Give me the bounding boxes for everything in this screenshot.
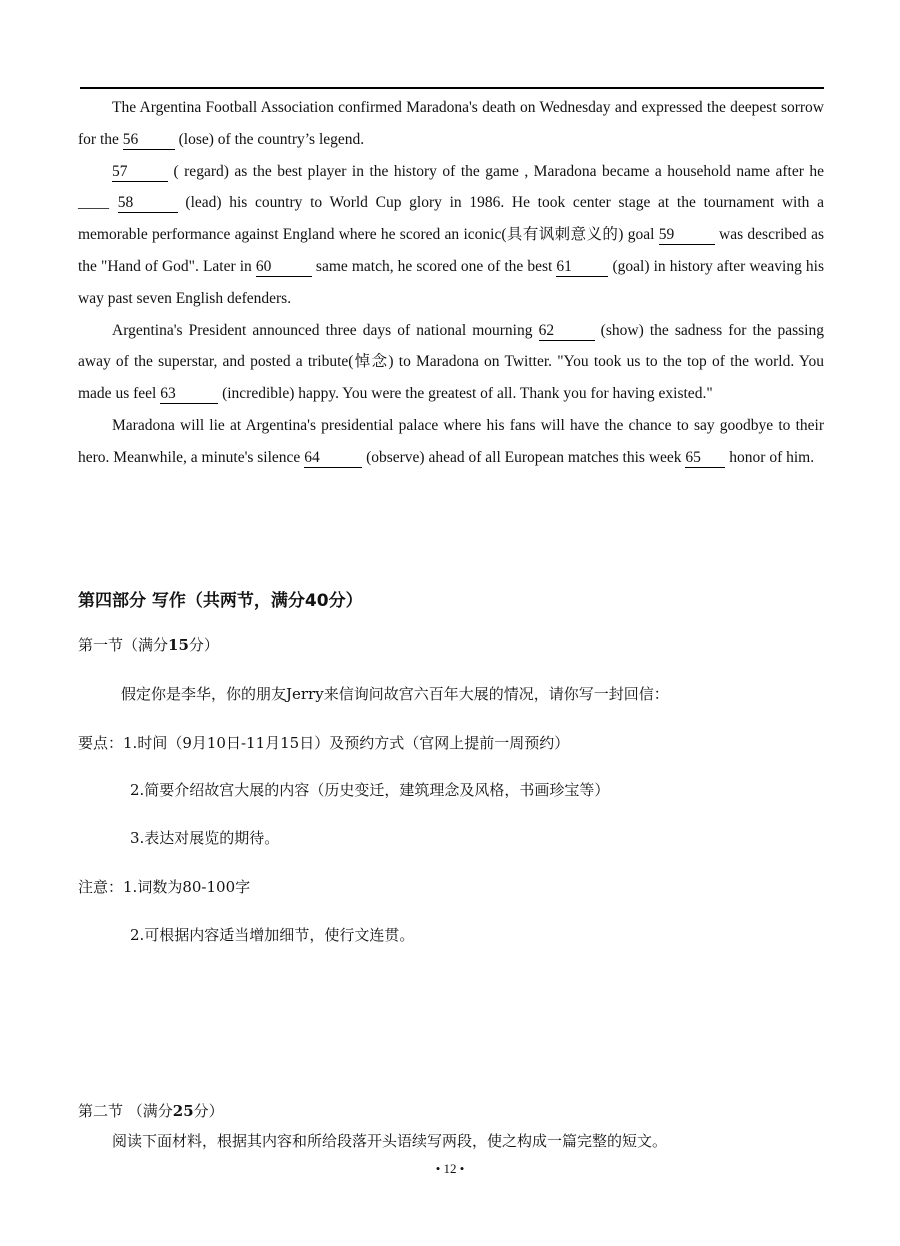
blank-63[interactable]: 63 bbox=[160, 385, 218, 404]
blank-61[interactable]: 61 bbox=[556, 258, 608, 277]
blank-58[interactable]: 58 bbox=[118, 194, 178, 213]
points-line-2: 2.简要介绍故宫大展的内容（历史变迁，建筑理念及风格，书画珍宝等） bbox=[130, 781, 610, 799]
blank-58-prefix: ____ bbox=[78, 194, 109, 212]
blank-59[interactable]: 59 bbox=[659, 226, 715, 245]
passage-paragraph-2: 57 ( regard) as the best player in the history of the game , Maradona became a household name after he ____ 58 (lead) his country to World Cup glory in 1986. He took center stage at the tournament with a memorable performance against England where he scored an iconic(具有讽刺意义的) goal 59 was described as the "Hand of God". Later in 60 same match, he scored one of the best 61 (goal) in history after weaving his way past seven English defenders. bbox=[78, 162, 825, 307]
points-line-1: 要点：1.时间（9月10日-11月15日）及预约方式（官网上提前一周预约） bbox=[78, 734, 570, 752]
blank-60[interactable]: 60 bbox=[256, 258, 312, 277]
passage-paragraph-4: Maradona will lie at Argentina's presidential palace where his fans will have the chance to say goodbye to their hero. Meanwhile, a minute's silence 64 (observe) ahead of all European matches this week 65 honor of him. bbox=[78, 416, 824, 466]
part4-heading: 第四部分 写作（共两节，满分40分） bbox=[78, 591, 363, 611]
cloze-passage bbox=[78, 92, 824, 474]
passage-paragraph-1: The Argentina Football Association confirmed Maradona's death on Wednesday and expressed the deepest sorrow for the 56 (lose) of the country’s legend. bbox=[78, 99, 824, 148]
passage-paragraph-3: Argentina's President announced three days of national mourning 62 (show) the sadness for the passing away of the superstar, and posted a tribute(悼念) to Maradona on Twitter. "You took us to the top of the world. You made us feel 63 (incredible) happy. You were the greatest of all. Thank you for having existed." bbox=[78, 321, 824, 403]
section1-title: 第一节（满分15分） bbox=[78, 636, 219, 654]
blank-56[interactable]: 56 bbox=[123, 131, 175, 150]
blank-57[interactable]: 57 bbox=[112, 163, 168, 182]
notes-line-1: 注意：1.词数为80-100字 bbox=[78, 878, 251, 896]
blank-62[interactable]: 62 bbox=[539, 322, 595, 341]
blank-64[interactable]: 64 bbox=[304, 449, 362, 468]
page-number: • 12 • bbox=[435, 1161, 465, 1176]
section2-title: 第二节 （满分25分） bbox=[78, 1102, 224, 1120]
blank-65[interactable]: 65 bbox=[685, 449, 725, 468]
section1-prompt: 假定你是李华，你的朋友Jerry来信询问故宫六百年大展的情况，请你写一封回信： bbox=[121, 685, 669, 703]
points-line-3: 3.表达对展览的期待。 bbox=[130, 829, 280, 847]
section2-prompt: 阅读下面材料，根据其内容和所给段落开头语续写两段，使之构成一篇完整的短文。 bbox=[112, 1132, 668, 1150]
notes-line-2: 2.可根据内容适当增加细节，使行文连贯。 bbox=[130, 926, 415, 944]
top-rule bbox=[80, 87, 824, 89]
